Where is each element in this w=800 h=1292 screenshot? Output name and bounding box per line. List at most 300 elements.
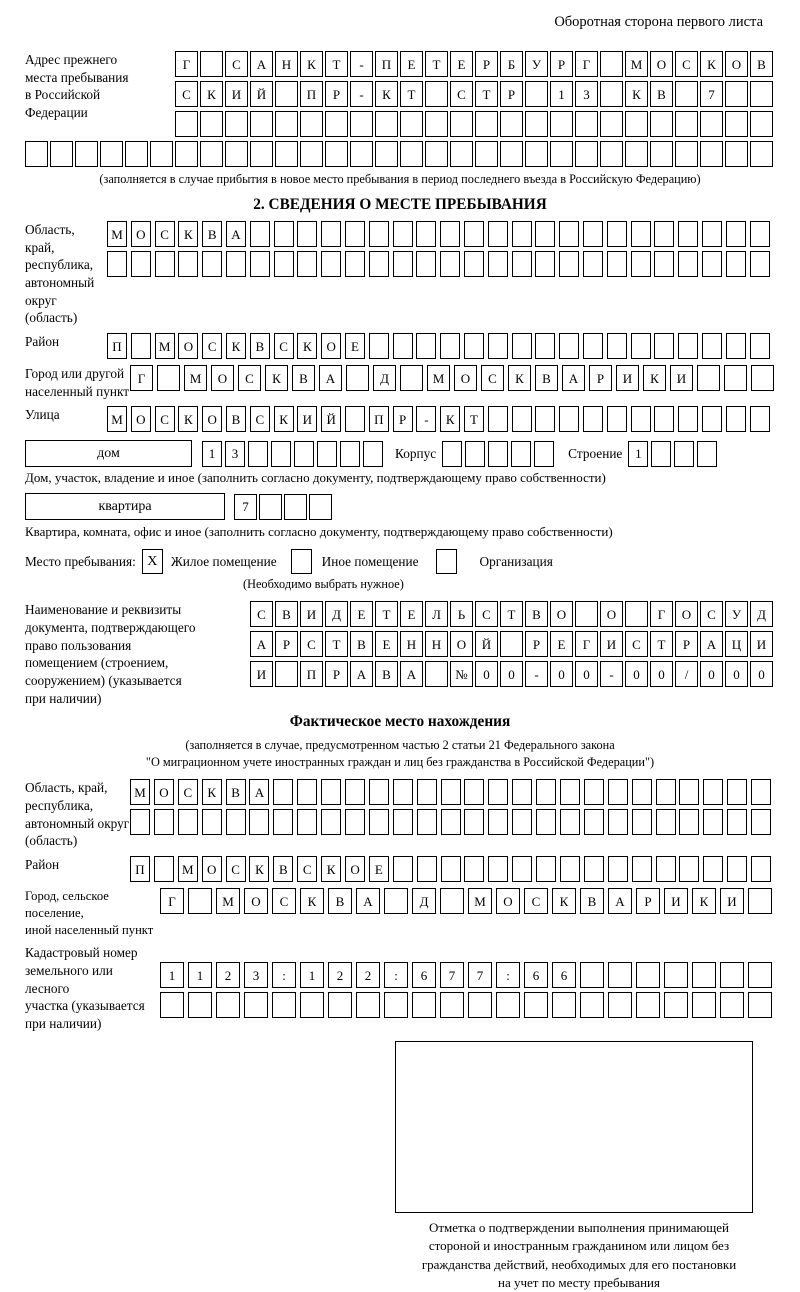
char-cell: В bbox=[273, 856, 293, 882]
actual-region-row bbox=[130, 809, 771, 835]
char-cell bbox=[697, 441, 717, 467]
char-cell: Д bbox=[325, 601, 348, 627]
char-cell: А bbox=[356, 888, 380, 914]
char-cell bbox=[464, 333, 484, 359]
char-cell: К bbox=[700, 51, 723, 77]
char-cell: Т bbox=[475, 81, 498, 107]
char-cell: Б bbox=[500, 51, 523, 77]
char-cell bbox=[475, 111, 498, 137]
prev-address-grid bbox=[175, 51, 773, 137]
char-cell: О bbox=[131, 406, 151, 432]
char-cell: Р bbox=[525, 631, 548, 657]
char-cell: К bbox=[625, 81, 648, 107]
char-cell: 0 bbox=[550, 661, 573, 687]
char-cell bbox=[608, 856, 628, 882]
char-cell bbox=[679, 856, 699, 882]
char-cell bbox=[664, 992, 688, 1018]
char-cell bbox=[309, 494, 332, 520]
char-cell bbox=[631, 251, 651, 277]
char-cell bbox=[725, 81, 748, 107]
char-cell bbox=[441, 856, 461, 882]
char-cell bbox=[325, 111, 348, 137]
char-cell: В bbox=[226, 779, 246, 805]
char-cell bbox=[675, 81, 698, 107]
char-cell: О bbox=[244, 888, 268, 914]
char-cell bbox=[244, 992, 268, 1018]
char-cell: М bbox=[216, 888, 240, 914]
char-cell bbox=[536, 809, 556, 835]
char-cell bbox=[384, 992, 408, 1018]
char-cell bbox=[369, 221, 389, 247]
char-cell bbox=[464, 856, 484, 882]
char-cell: П bbox=[107, 333, 127, 359]
char-cell: Т bbox=[425, 51, 448, 77]
char-cell bbox=[600, 81, 623, 107]
char-cell bbox=[346, 365, 369, 391]
char-cell: - bbox=[416, 406, 436, 432]
char-cell: Ь bbox=[450, 601, 473, 627]
stroenie-cells bbox=[628, 441, 717, 467]
char-cell: И bbox=[664, 888, 688, 914]
char-cell bbox=[488, 406, 508, 432]
char-cell bbox=[488, 779, 508, 805]
char-cell bbox=[340, 441, 360, 467]
char-cell bbox=[536, 856, 556, 882]
char-cell bbox=[702, 333, 722, 359]
char-cell bbox=[500, 141, 523, 167]
district-row bbox=[107, 333, 770, 359]
char-cell: Р bbox=[675, 631, 698, 657]
char-cell bbox=[559, 251, 579, 277]
document-block bbox=[25, 601, 775, 707]
char-cell bbox=[636, 992, 660, 1018]
char-cell: С bbox=[625, 631, 648, 657]
char-cell bbox=[417, 856, 437, 882]
char-cell bbox=[200, 111, 223, 137]
city-row bbox=[130, 365, 774, 391]
char-cell bbox=[600, 111, 623, 137]
actual-region-grid bbox=[130, 779, 771, 835]
char-cell bbox=[375, 141, 398, 167]
char-cell bbox=[631, 406, 651, 432]
stamp-box bbox=[395, 1041, 753, 1213]
section2-title: 2. СВЕДЕНИЯ О МЕСТЕ ПРЕБЫВАНИЯ bbox=[253, 196, 547, 213]
char-cell: А bbox=[319, 365, 342, 391]
char-cell bbox=[440, 992, 464, 1018]
char-cell: Г bbox=[175, 51, 198, 77]
char-cell bbox=[560, 856, 580, 882]
char-cell: 6 bbox=[524, 962, 548, 988]
char-cell: С bbox=[300, 631, 323, 657]
char-cell: Ц bbox=[725, 631, 748, 657]
char-cell: Т bbox=[500, 601, 523, 627]
stroenie-label: Строение bbox=[568, 445, 623, 461]
char-cell bbox=[725, 111, 748, 137]
char-cell: Р bbox=[550, 51, 573, 77]
char-cell: И bbox=[720, 888, 744, 914]
char-cell bbox=[202, 251, 222, 277]
char-cell bbox=[751, 856, 771, 882]
cadastral-label: Кадастровый номер земельного или лесного участка (указывается при наличии) bbox=[25, 945, 145, 1031]
actual-region-label: Область, край, республика, автономный округ (область) bbox=[25, 780, 130, 849]
char-cell bbox=[702, 221, 722, 247]
char-cell bbox=[607, 406, 627, 432]
char-cell bbox=[726, 221, 746, 247]
char-cell bbox=[417, 809, 437, 835]
char-cell: М bbox=[155, 333, 175, 359]
char-cell bbox=[632, 779, 652, 805]
char-cell bbox=[525, 81, 548, 107]
char-cell: О bbox=[202, 856, 222, 882]
actual-city-block bbox=[25, 888, 775, 938]
char-cell bbox=[524, 992, 548, 1018]
char-cell: И bbox=[225, 81, 248, 107]
char-cell: / bbox=[675, 661, 698, 687]
char-cell bbox=[425, 661, 448, 687]
char-cell: : bbox=[272, 962, 296, 988]
actual-city-label: Город, сельское поселение, иной населенный пункт bbox=[25, 889, 154, 937]
char-cell: Е bbox=[450, 51, 473, 77]
char-cell: А bbox=[700, 631, 723, 657]
char-cell: С bbox=[155, 406, 175, 432]
char-cell: К bbox=[321, 856, 341, 882]
option-label-other: Иное помещение bbox=[321, 554, 419, 570]
char-cell bbox=[275, 661, 298, 687]
char-cell bbox=[300, 111, 323, 137]
char-cell bbox=[751, 779, 771, 805]
char-cell: С bbox=[274, 333, 294, 359]
char-cell bbox=[750, 406, 770, 432]
char-cell: Н bbox=[425, 631, 448, 657]
char-cell bbox=[155, 251, 175, 277]
char-cell: С bbox=[175, 81, 198, 107]
char-cell: К bbox=[202, 779, 222, 805]
char-cell: Й bbox=[321, 406, 341, 432]
char-cell: 1 bbox=[550, 81, 573, 107]
char-cell bbox=[703, 779, 723, 805]
char-cell: № bbox=[450, 661, 473, 687]
char-cell: С bbox=[178, 779, 198, 805]
char-cell: М bbox=[107, 406, 127, 432]
char-cell bbox=[535, 251, 555, 277]
char-cell bbox=[559, 333, 579, 359]
char-cell: 0 bbox=[650, 661, 673, 687]
char-cell bbox=[345, 809, 365, 835]
char-cell bbox=[384, 888, 408, 914]
char-cell bbox=[188, 992, 212, 1018]
char-cell: 7 bbox=[234, 494, 257, 520]
char-cell: С bbox=[297, 856, 317, 882]
char-cell bbox=[500, 111, 523, 137]
char-cell: Р bbox=[500, 81, 523, 107]
char-cell bbox=[552, 992, 576, 1018]
prev-address-row bbox=[175, 81, 773, 107]
char-cell bbox=[679, 779, 699, 805]
char-cell bbox=[654, 221, 674, 247]
actual-city-row bbox=[160, 888, 772, 914]
char-cell: В bbox=[292, 365, 315, 391]
house-number-cells bbox=[202, 441, 383, 467]
char-cell: П bbox=[375, 51, 398, 77]
char-cell bbox=[273, 809, 293, 835]
char-cell bbox=[727, 779, 747, 805]
document-row bbox=[250, 601, 773, 627]
char-cell: Т bbox=[464, 406, 484, 432]
char-cell: В bbox=[250, 333, 270, 359]
char-cell bbox=[550, 111, 573, 137]
char-cell bbox=[275, 141, 298, 167]
char-cell bbox=[250, 141, 273, 167]
char-cell: А bbox=[608, 888, 632, 914]
char-cell: Г bbox=[130, 365, 153, 391]
char-cell bbox=[535, 221, 555, 247]
char-cell: В bbox=[525, 601, 548, 627]
char-cell: К bbox=[178, 221, 198, 247]
char-cell bbox=[600, 51, 623, 77]
char-cell bbox=[393, 856, 413, 882]
char-cell bbox=[584, 779, 604, 805]
char-cell bbox=[625, 111, 648, 137]
option-label-organization: Организация bbox=[479, 554, 553, 570]
stay-type-label: Место пребывания: bbox=[25, 554, 136, 570]
char-cell: : bbox=[496, 962, 520, 988]
char-cell: Т bbox=[400, 81, 423, 107]
char-cell: О bbox=[650, 51, 673, 77]
char-cell bbox=[488, 856, 508, 882]
region-row bbox=[107, 251, 770, 277]
char-cell bbox=[350, 141, 373, 167]
char-cell bbox=[475, 141, 498, 167]
char-cell bbox=[157, 365, 180, 391]
char-cell bbox=[250, 251, 270, 277]
char-cell: И bbox=[670, 365, 693, 391]
actual-location-title: Фактическое место нахождения bbox=[289, 713, 511, 731]
char-cell bbox=[274, 251, 294, 277]
char-cell bbox=[450, 141, 473, 167]
char-cell bbox=[297, 779, 317, 805]
char-cell bbox=[375, 111, 398, 137]
char-cell bbox=[416, 221, 436, 247]
char-cell: Г bbox=[650, 601, 673, 627]
char-cell bbox=[178, 809, 198, 835]
char-cell bbox=[750, 141, 773, 167]
char-cell: - bbox=[600, 661, 623, 687]
char-cell: Г bbox=[575, 51, 598, 77]
char-cell: 0 bbox=[725, 661, 748, 687]
char-cell bbox=[442, 441, 462, 467]
char-cell bbox=[700, 141, 723, 167]
char-cell bbox=[297, 221, 317, 247]
char-cell bbox=[200, 141, 223, 167]
char-cell bbox=[393, 251, 413, 277]
city-block bbox=[25, 365, 775, 400]
char-cell: В bbox=[275, 601, 298, 627]
char-cell: К bbox=[274, 406, 294, 432]
char-cell bbox=[249, 809, 269, 835]
char-cell: 2 bbox=[356, 962, 380, 988]
char-cell bbox=[350, 111, 373, 137]
region-block bbox=[25, 221, 775, 327]
char-cell bbox=[608, 992, 632, 1018]
char-cell: К bbox=[375, 81, 398, 107]
char-cell: О bbox=[675, 601, 698, 627]
char-cell bbox=[559, 221, 579, 247]
char-cell bbox=[750, 251, 770, 277]
char-cell bbox=[440, 333, 460, 359]
char-cell bbox=[272, 992, 296, 1018]
char-cell bbox=[440, 888, 464, 914]
street-row bbox=[107, 406, 770, 432]
char-cell bbox=[400, 365, 423, 391]
cadastral-row bbox=[160, 992, 772, 1018]
char-cell bbox=[512, 251, 532, 277]
prev-address-row bbox=[175, 51, 773, 77]
char-cell bbox=[631, 333, 651, 359]
apartment-number-cells bbox=[234, 494, 332, 520]
char-cell: К bbox=[226, 333, 246, 359]
char-cell bbox=[369, 333, 389, 359]
char-cell bbox=[575, 141, 598, 167]
char-cell: 0 bbox=[750, 661, 773, 687]
stay-type-block bbox=[25, 549, 775, 574]
char-cell bbox=[369, 779, 389, 805]
char-cell bbox=[317, 441, 337, 467]
char-cell: 2 bbox=[328, 962, 352, 988]
char-cell: М bbox=[184, 365, 207, 391]
korpus-cells bbox=[442, 441, 554, 467]
char-cell: М bbox=[468, 888, 492, 914]
char-cell bbox=[250, 221, 270, 247]
korpus-label: Корпус bbox=[395, 445, 437, 461]
char-cell bbox=[608, 809, 628, 835]
char-cell: К bbox=[300, 51, 323, 77]
char-cell bbox=[225, 141, 248, 167]
char-cell: И bbox=[750, 631, 773, 657]
char-cell bbox=[464, 809, 484, 835]
char-cell bbox=[488, 441, 508, 467]
prev-address-overflow-row bbox=[25, 141, 775, 167]
char-cell bbox=[583, 406, 603, 432]
char-cell bbox=[654, 406, 674, 432]
street-block bbox=[25, 406, 775, 432]
char-cell bbox=[678, 333, 698, 359]
char-cell: Л bbox=[425, 601, 448, 627]
char-cell: К bbox=[249, 856, 269, 882]
char-cell bbox=[560, 779, 580, 805]
char-cell: Й bbox=[250, 81, 273, 107]
house-type-box: дом bbox=[25, 440, 192, 467]
char-cell bbox=[321, 779, 341, 805]
char-cell: Е bbox=[345, 333, 365, 359]
char-cell bbox=[202, 809, 222, 835]
char-cell bbox=[580, 992, 604, 1018]
stamp-caption: Отметка о подтверждении выполнения принимающей стороной и иностранным гражданином или лицом без гражданства действий, необходимых для его постановки на учет по месту пребывания bbox=[421, 1219, 737, 1290]
char-cell: С bbox=[225, 51, 248, 77]
char-cell: О bbox=[454, 365, 477, 391]
char-cell bbox=[345, 221, 365, 247]
char-cell bbox=[393, 809, 413, 835]
char-cell bbox=[175, 141, 198, 167]
char-cell bbox=[393, 221, 413, 247]
prev-address-block bbox=[25, 51, 775, 137]
char-cell bbox=[608, 962, 632, 988]
char-cell bbox=[468, 992, 492, 1018]
char-cell: В bbox=[328, 888, 352, 914]
prev-address-label: Адрес прежнего места пребывания в Российской Федерации bbox=[25, 52, 129, 121]
stay-type-caption: (Необходимо выбрать нужное) bbox=[243, 577, 404, 592]
char-cell: С bbox=[272, 888, 296, 914]
char-cell: Н bbox=[400, 631, 423, 657]
char-cell bbox=[656, 779, 676, 805]
char-cell bbox=[636, 962, 660, 988]
char-cell bbox=[536, 779, 556, 805]
document-label: Наименование и реквизиты документа, подтверждающего право пользования помещением (строением, сооружением) (указывается при наличии) bbox=[25, 602, 196, 706]
char-cell: 7 bbox=[468, 962, 492, 988]
char-cell bbox=[654, 251, 674, 277]
char-cell bbox=[441, 809, 461, 835]
cadastral-block bbox=[25, 944, 775, 1032]
char-cell bbox=[488, 251, 508, 277]
char-cell: Н bbox=[275, 51, 298, 77]
char-cell: П bbox=[369, 406, 389, 432]
char-cell bbox=[748, 888, 772, 914]
document-grid bbox=[250, 601, 773, 687]
char-cell bbox=[274, 221, 294, 247]
char-cell bbox=[130, 809, 150, 835]
char-cell bbox=[726, 333, 746, 359]
char-cell: 6 bbox=[412, 962, 436, 988]
char-cell bbox=[678, 406, 698, 432]
char-cell bbox=[225, 111, 248, 137]
char-cell bbox=[512, 333, 532, 359]
char-cell bbox=[175, 111, 198, 137]
char-cell: П bbox=[130, 856, 150, 882]
char-cell: К bbox=[300, 888, 324, 914]
char-cell bbox=[416, 251, 436, 277]
char-cell bbox=[496, 992, 520, 1018]
char-cell bbox=[425, 141, 448, 167]
char-cell bbox=[583, 221, 603, 247]
char-cell bbox=[131, 333, 151, 359]
char-cell bbox=[750, 111, 773, 137]
char-cell bbox=[608, 779, 628, 805]
char-cell: О bbox=[450, 631, 473, 657]
char-cell bbox=[692, 962, 716, 988]
char-cell: 3 bbox=[244, 962, 268, 988]
char-cell: О bbox=[321, 333, 341, 359]
char-cell bbox=[297, 251, 317, 277]
char-cell: С bbox=[450, 81, 473, 107]
char-cell bbox=[560, 809, 580, 835]
char-cell bbox=[625, 141, 648, 167]
char-cell: 0 bbox=[700, 661, 723, 687]
char-cell bbox=[400, 141, 423, 167]
char-cell: М bbox=[107, 221, 127, 247]
char-cell: В bbox=[350, 631, 373, 657]
char-cell: Г bbox=[575, 631, 598, 657]
char-cell: 1 bbox=[160, 962, 184, 988]
char-cell: У bbox=[525, 51, 548, 77]
char-cell bbox=[751, 365, 774, 391]
char-cell bbox=[535, 406, 555, 432]
cadastral-grid bbox=[160, 962, 772, 1018]
char-cell bbox=[726, 251, 746, 277]
char-cell bbox=[664, 962, 688, 988]
char-cell bbox=[679, 809, 699, 835]
char-cell: И bbox=[250, 661, 273, 687]
char-cell: И bbox=[600, 631, 623, 657]
char-cell bbox=[271, 441, 291, 467]
